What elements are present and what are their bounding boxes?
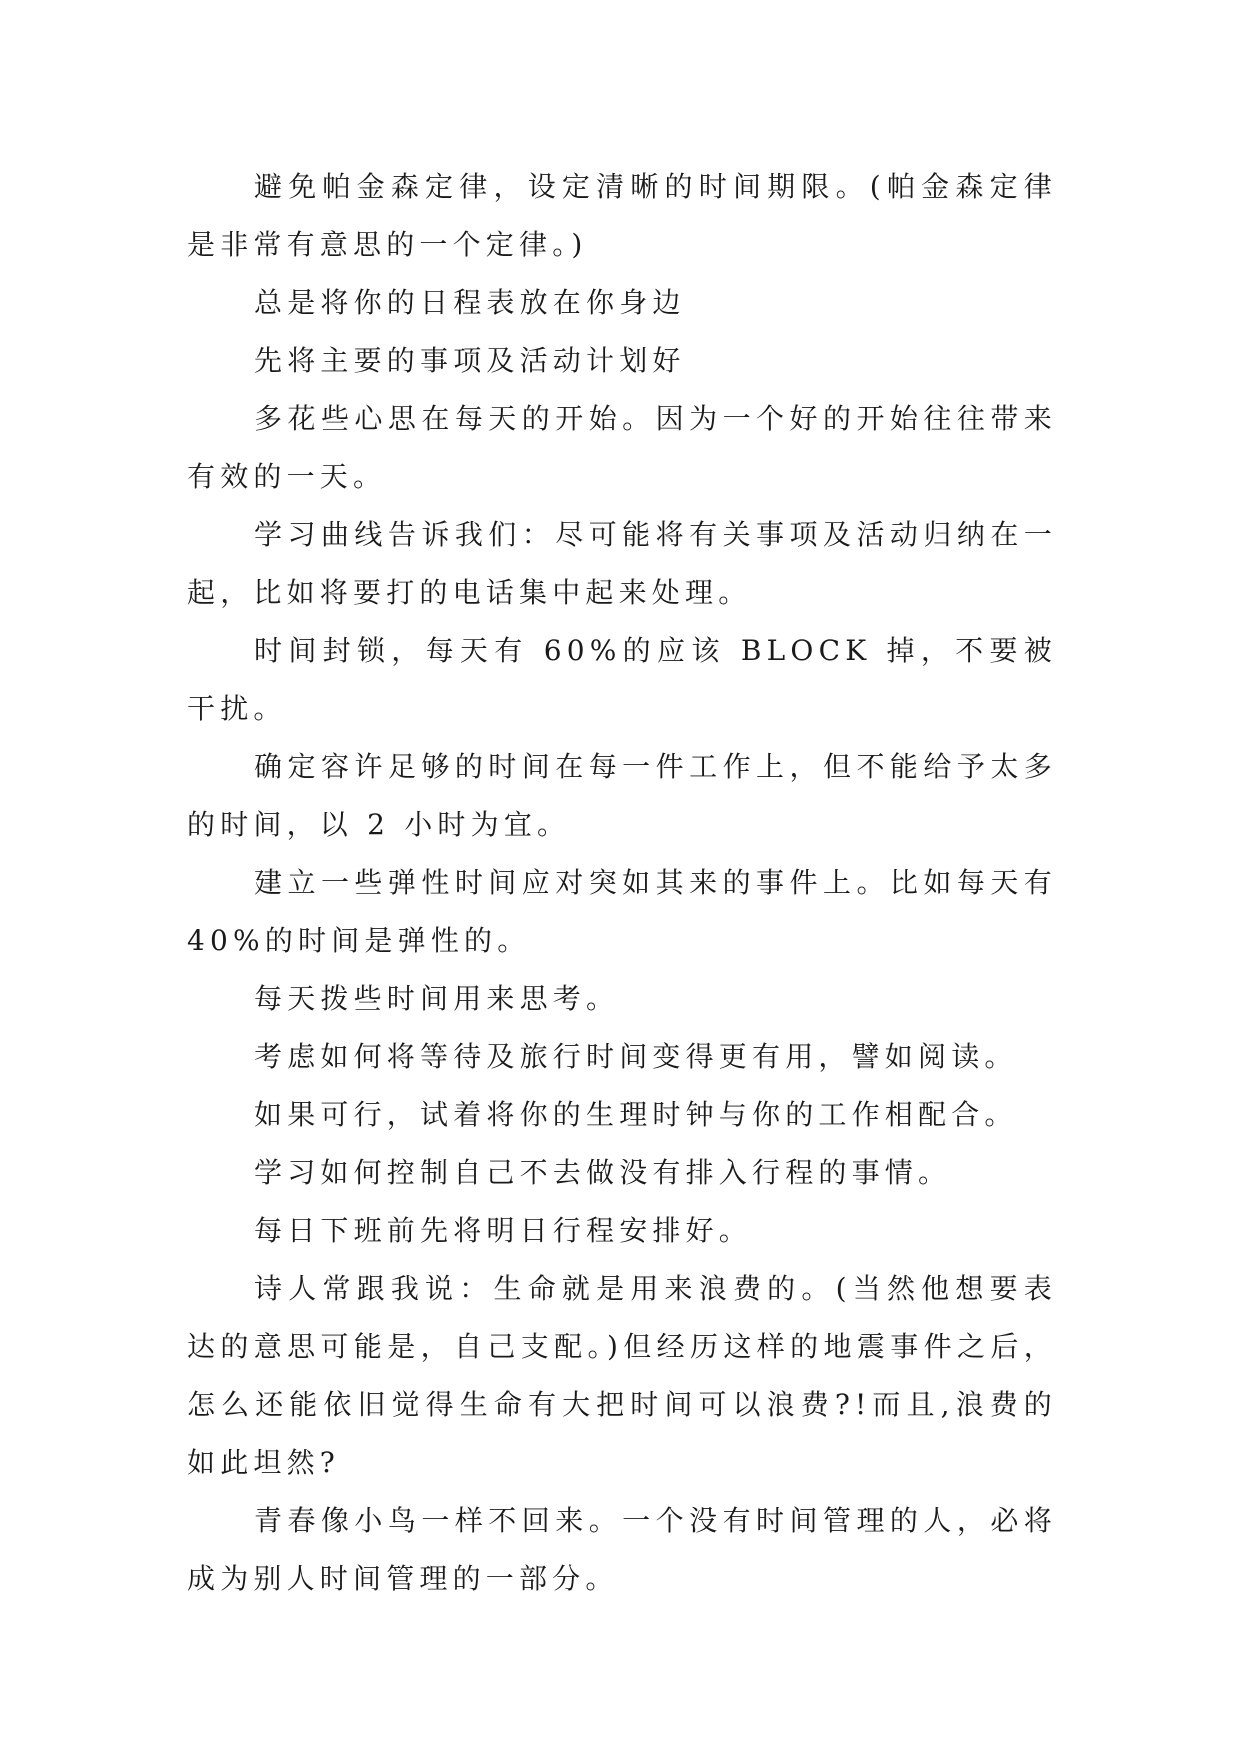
paragraph-self-control: 学习如何控制自己不去做没有排入行程的事情。 [254,1156,952,1189]
paragraph-plan-main-items: 先将主要的事项及活动计划好 [254,344,686,377]
paragraph-biological-clock: 如果可行，试着将你的生理时钟与你的工作相配合。 [254,1098,1018,1131]
paragraph-thinking-time: 每天拨些时间用来思考。 [254,982,620,1015]
paragraph-time-block: 时间封锁，每天有 60%的应该 BLOCK 掉，不要被干扰。 [187,634,1057,725]
paragraph-learning-curve: 学习曲线告诉我们：尽可能将有关事项及活动归纳在一起，比如将要打的电话集中起来处理。 [187,518,1057,609]
paragraph-enough-time: 确定容许足够的时间在每一件工作上，但不能给予太多的时间，以 2 小时为宜。 [187,750,1057,841]
document-body [187,158,1057,1608]
paragraph-plan-tomorrow: 每日下班前先将明日行程安排好。 [254,1214,753,1247]
paragraph-schedule-nearby: 总是将你的日程表放在你身边 [254,286,686,319]
paragraph-flexible-time: 建立一些弹性时间应对突如其来的事件上。比如每天有40%的时间是弹性的。 [187,866,1057,957]
paragraph-youth: 青春像小鸟一样不回来。一个没有时间管理的人，必将成为别人时间管理的一部分。 [187,1504,1057,1595]
paragraph-parkinson-law: 避免帕金森定律，设定清晰的时间期限。(帕金森定律是非常有意思的一个定律。) [187,170,1057,261]
paragraph-waiting-travel: 考虑如何将等待及旅行时间变得更有用，譬如阅读。 [254,1040,1018,1073]
paragraph-poet-quote: 诗人常跟我说：生命就是用来浪费的。(当然他想要表达的意思可能是，自己支配。)但经历这样的地震事件之后，怎么还能依旧觉得生命有大把时间可以浪费?!而且,浪费的如此坦然? [187,1272,1057,1479]
paragraph-good-start: 多花些心思在每天的开始。因为一个好的开始往往带来有效的一天。 [187,402,1057,493]
